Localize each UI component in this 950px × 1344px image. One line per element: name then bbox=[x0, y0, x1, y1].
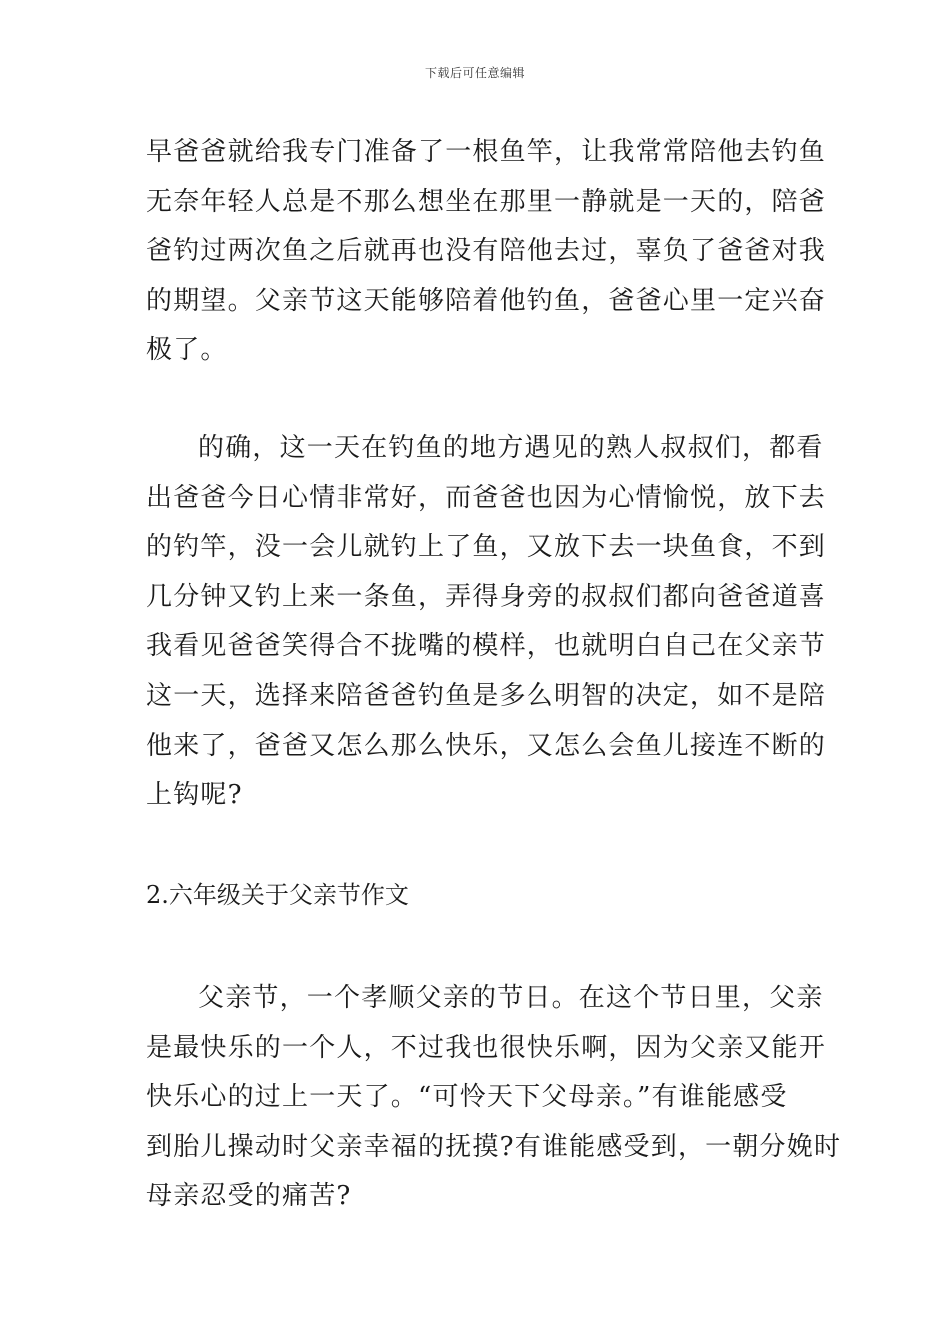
paragraph-3 bbox=[146, 974, 842, 1222]
paragraph-line: 他来了，爸爸又怎么那么快乐，又怎么会鱼儿接连不断的 bbox=[146, 730, 827, 761]
paragraph-line: 快乐心的过上一天了。“可怜天下父母亲。”有谁能感受 bbox=[146, 1082, 788, 1113]
page-header: 下载后可任意编辑 bbox=[424, 66, 525, 80]
paragraph-line: 无奈年轻人总是不那么想坐在那里一静就是一天的，陪爸 bbox=[146, 186, 827, 217]
paragraph-line: 是最快乐的一个人，不过我也很快乐啊，因为父亲又能开 bbox=[146, 1032, 827, 1063]
paragraph-line: 母亲忍受的痛苦? bbox=[146, 1181, 352, 1212]
paragraph-line: 到胎儿操动时父亲幸福的抚摸?有谁能感受到，一朝分娩时 bbox=[146, 1131, 842, 1162]
paragraph-line: 的确，这一天在钓鱼的地方遇见的熟人叔叔们，都看 bbox=[198, 433, 824, 463]
paragraph-line: 的钓竿，没一会儿就钓上了鱼，又放下去一块鱼食，不到 bbox=[146, 532, 827, 563]
paragraph-line: 几分钟又钓上来一条鱼，弄得身旁的叔叔们都向爸爸道喜 bbox=[146, 581, 827, 612]
paragraph-line: 爸钓过两次鱼之后就再也没有陪他去过，辜负了爸爸对我 bbox=[146, 236, 827, 267]
paragraph-line: 的期望。父亲节这天能够陪着他钓鱼，爸爸心里一定兴奋 bbox=[146, 285, 827, 316]
paragraph-line: 上钩呢? bbox=[146, 780, 243, 811]
paragraph-line: 极了。 bbox=[146, 335, 228, 366]
paragraph-line: 出爸爸今日心情非常好，而爸爸也因为心情愉悦，放下去 bbox=[146, 482, 827, 513]
paragraph-line: 这一天，选择来陪爸爸钓鱼是多么明智的决定，如不是陪 bbox=[146, 680, 827, 711]
paragraph-line: 我看见爸爸笑得合不拢嘴的模样，也就明白自己在父亲节 bbox=[146, 631, 827, 662]
paragraph-1 bbox=[146, 128, 827, 376]
paragraph-line: 父亲节，一个孝顺父亲的节日。在这个节日里，父亲 bbox=[198, 983, 824, 1013]
paragraph-line: 早爸爸就给我专门准备了一根鱼竿，让我常常陪他去钓鱼 bbox=[146, 137, 827, 167]
paragraph-2 bbox=[146, 424, 827, 821]
section-heading: 2.六年级关于父亲节作文 bbox=[146, 881, 409, 909]
